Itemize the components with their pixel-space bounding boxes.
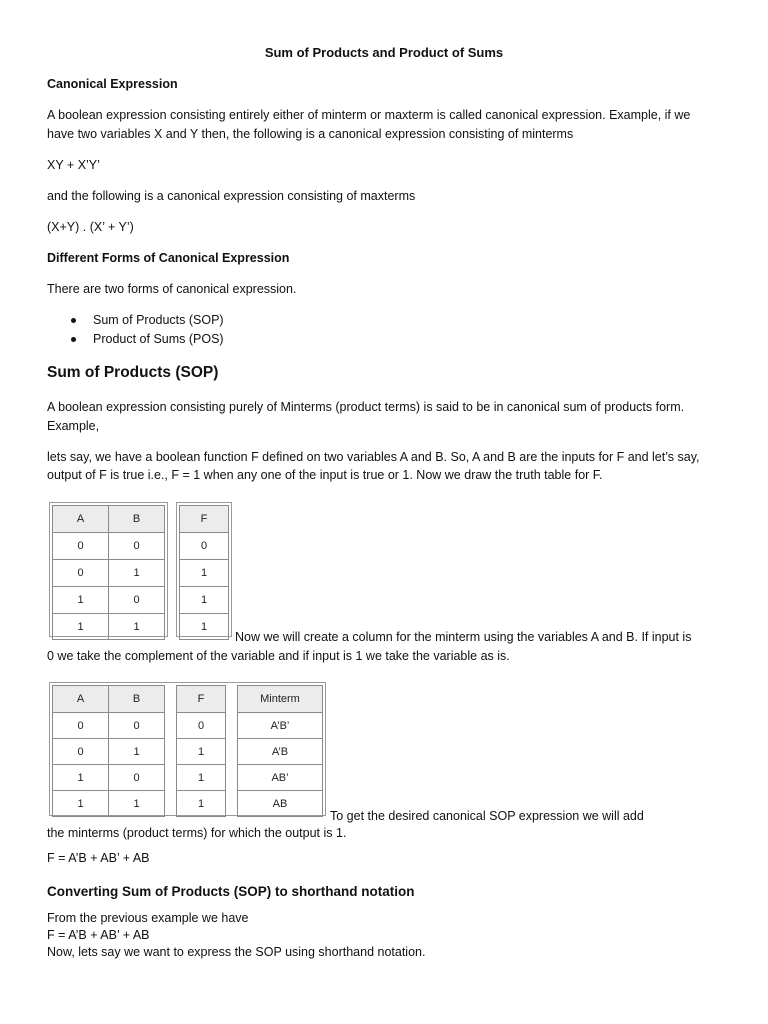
- shorthand-heading: Converting Sum of Products (SOP) to shorthand notation: [47, 884, 415, 899]
- minterm-table-minterm: [237, 685, 323, 817]
- forms-intro: There are two forms of canonical expression.: [47, 282, 297, 296]
- table-header: B: [109, 506, 165, 533]
- canonical-paragraph-line1: A boolean expression consisting entirely either of minterm or maxterm is called canonical expression. Example, if we: [47, 108, 691, 122]
- table-row: [53, 713, 165, 739]
- minterm-example: XY + X’Y’: [47, 158, 100, 172]
- table-cell: 1: [180, 614, 229, 640]
- table-row: [53, 791, 165, 817]
- after-table1-line2: 0 we take the complement of the variable and if input is 1 we take the variable as is.: [47, 649, 510, 663]
- table-cell: 1: [177, 739, 226, 765]
- shorthand-line2: F = A’B + AB’ + AB: [47, 928, 150, 942]
- table-cell: 0: [180, 533, 229, 560]
- table-cell: 0: [177, 713, 226, 739]
- list-item: Sum of Products (SOP): [93, 313, 224, 327]
- table-row: [238, 791, 323, 817]
- bullet-dot: [71, 318, 76, 323]
- table-cell: 0: [53, 533, 109, 560]
- table-cell: 0: [53, 739, 109, 765]
- table-header: A: [53, 506, 109, 533]
- table-header: F: [180, 506, 229, 533]
- table-header: B: [109, 686, 165, 713]
- table-row: [180, 533, 229, 560]
- table-row: [53, 765, 165, 791]
- table-row: [53, 533, 165, 560]
- truth-table-f: [179, 505, 229, 640]
- table-cell: 1: [109, 614, 165, 640]
- after-table1-line1: Now we will create a column for the minterm using the variables A and B. If input is: [235, 630, 692, 644]
- list-item: Product of Sums (POS): [93, 332, 224, 346]
- table-row: [53, 614, 165, 640]
- minterm-table-ab: [52, 685, 165, 817]
- table-cell: 1: [180, 587, 229, 614]
- after-table2-line2: the minterms (product terms) for which the output is 1.: [47, 826, 347, 840]
- table-cell: 0: [53, 713, 109, 739]
- minterm-table-f: [176, 685, 226, 817]
- table-header: Minterm: [238, 686, 323, 713]
- bullet-dot: [71, 337, 76, 342]
- table-cell: A’B: [238, 739, 323, 765]
- table-cell: AB’: [238, 765, 323, 791]
- maxterm-example: (X+Y) . (X’ + Y’): [47, 220, 134, 234]
- table-cell: 0: [53, 560, 109, 587]
- table-row: [177, 713, 226, 739]
- table-cell: 1: [109, 560, 165, 587]
- table-row: [180, 614, 229, 640]
- table-row: [53, 739, 165, 765]
- table-cell: 1: [109, 739, 165, 765]
- table-cell: 0: [109, 713, 165, 739]
- truth-table-image-f: [176, 502, 232, 637]
- table-row: [177, 791, 226, 817]
- table-row: [53, 560, 165, 587]
- table-cell: 1: [53, 587, 109, 614]
- sop-example-line1: lets say, we have a boolean function F defined on two variables A and B. So, A and B are the inputs for F and let’s say,: [47, 450, 700, 464]
- canonical-heading: Canonical Expression: [47, 77, 178, 91]
- table-row: [177, 739, 226, 765]
- table-cell: 1: [109, 791, 165, 817]
- minterm-table-image: [49, 682, 326, 816]
- table-cell: 1: [177, 791, 226, 817]
- page-title: Sum of Products and Product of Sums: [264, 45, 504, 60]
- sop-result: F = A’B + AB’ + AB: [47, 851, 150, 865]
- table-header: F: [177, 686, 226, 713]
- sop-definition-line1: A boolean expression consisting purely of Minterms (product terms) is said to be in canonical sum of products form.: [47, 400, 685, 414]
- maxterm-intro: and the following is a canonical expression consisting of maxterms: [47, 189, 416, 203]
- table-cell: 0: [109, 587, 165, 614]
- table-row: [238, 739, 323, 765]
- sop-example-line2: output of F is true i.e., F = 1 when any one of the input is true or 1. Now we draw the truth table for F.: [47, 468, 603, 482]
- table-row: [180, 587, 229, 614]
- table-cell: 1: [53, 614, 109, 640]
- table-header: A: [53, 686, 109, 713]
- canonical-paragraph-line2: have two variables X and Y then, the following is a canonical expression consisting of minterms: [47, 127, 574, 141]
- forms-heading: Different Forms of Canonical Expression: [47, 251, 290, 265]
- sop-definition-line2: Example,: [47, 419, 100, 433]
- table-cell: 1: [177, 765, 226, 791]
- table-row: [177, 765, 226, 791]
- shorthand-line3: Now, lets say we want to express the SOP using shorthand notation.: [47, 945, 426, 959]
- table-cell: AB: [238, 791, 323, 817]
- after-table2-line1: To get the desired canonical SOP expression we will add: [330, 809, 644, 823]
- truth-table-ab: [52, 505, 165, 640]
- table-cell: 1: [53, 765, 109, 791]
- table-row: [238, 765, 323, 791]
- table-cell: 0: [109, 765, 165, 791]
- truth-table-image-ab: [49, 502, 168, 637]
- table-row: [180, 560, 229, 587]
- table-cell: 1: [53, 791, 109, 817]
- table-cell: A’B’: [238, 713, 323, 739]
- table-row: [53, 587, 165, 614]
- table-cell: 0: [109, 533, 165, 560]
- shorthand-line1: From the previous example we have: [47, 911, 249, 925]
- sop-heading: Sum of Products (SOP): [47, 364, 219, 381]
- table-row: [238, 713, 323, 739]
- table-cell: 1: [180, 560, 229, 587]
